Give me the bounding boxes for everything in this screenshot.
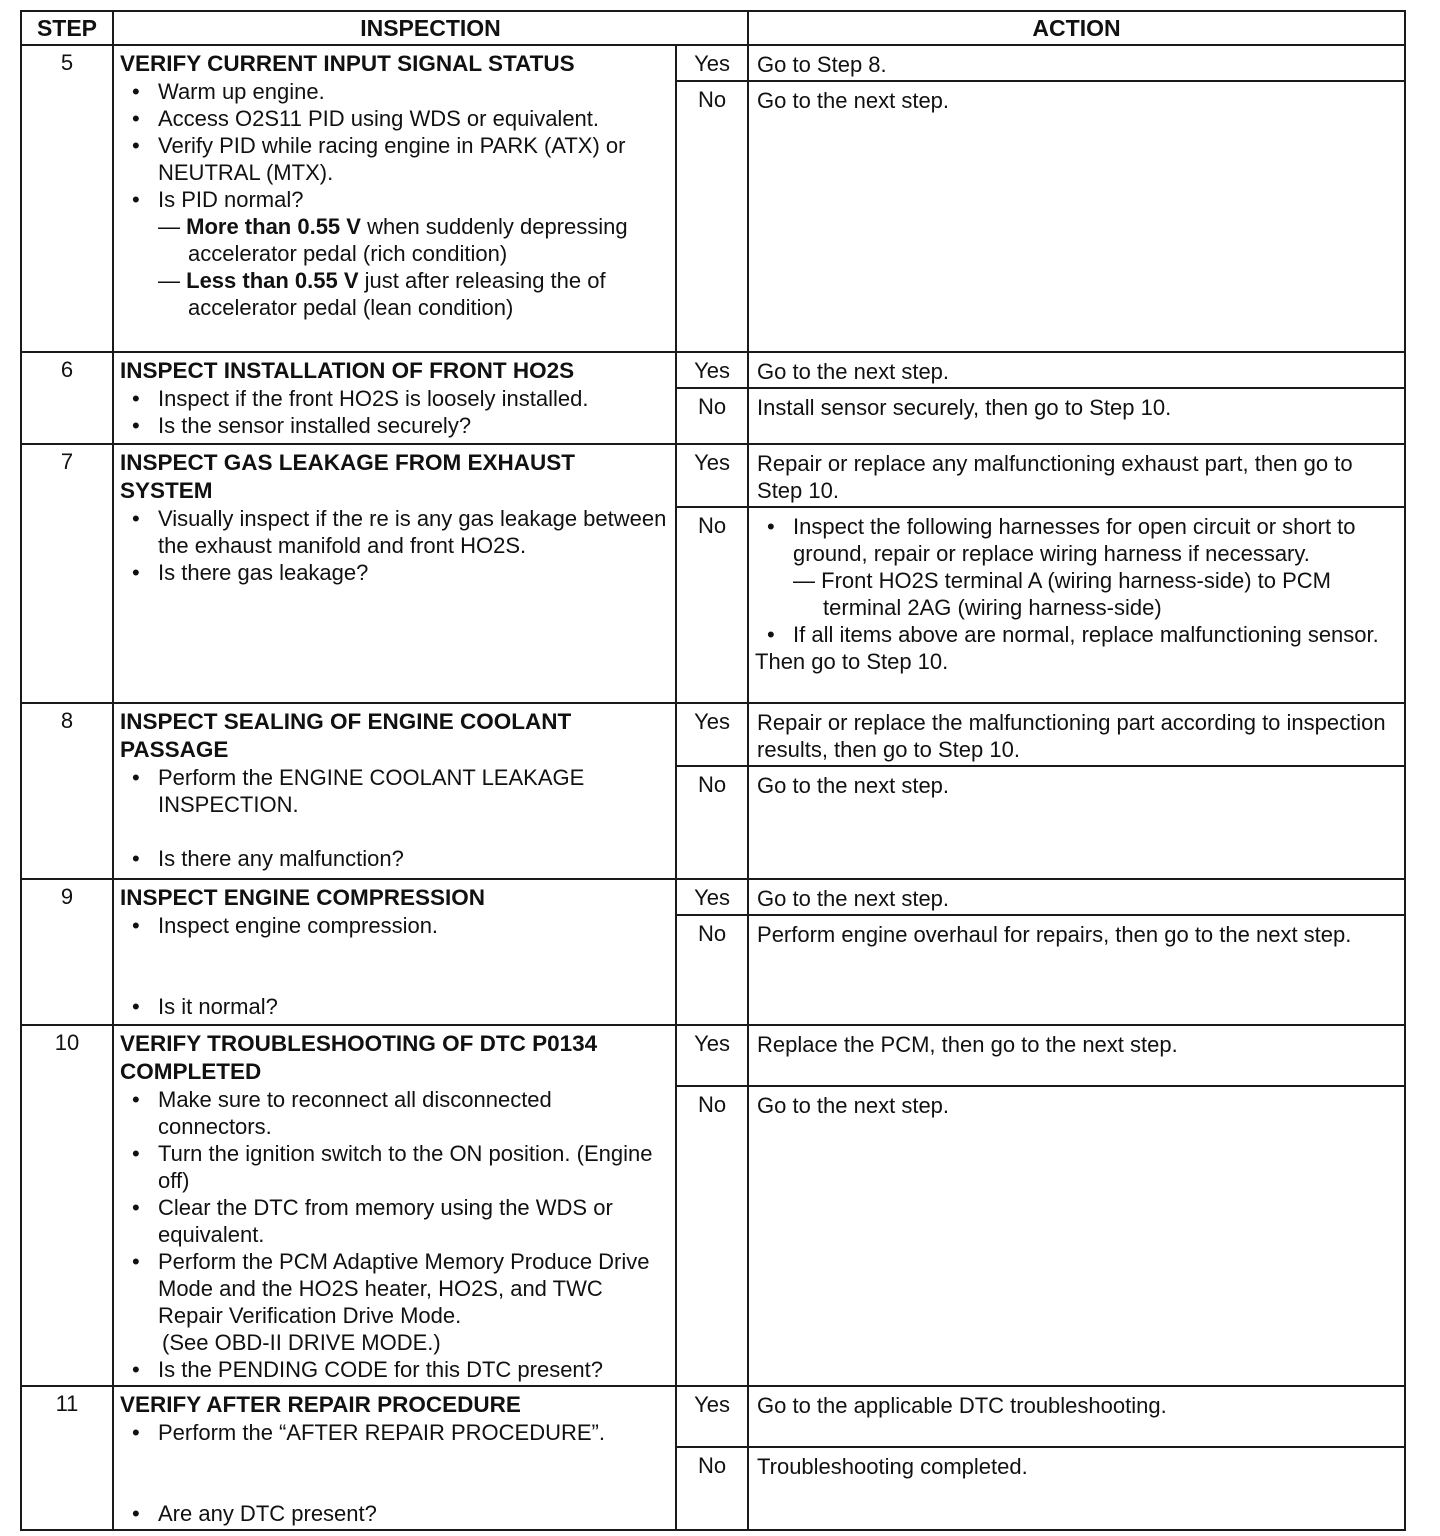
list-item: • Perform the ENGINE COOLANT LEAKAGE INSPECTION. [120,764,669,818]
no-action [748,507,1405,703]
list-item: • Warm up engine. [120,78,669,105]
inspection-title: INSPECT INSTALLATION OF FRONT HO2S [120,358,575,383]
inspection-cell [113,444,676,703]
no-action: Troubleshooting completed. [748,1447,1405,1530]
list-item: • Turn the ignition switch to the ON position. (Engine off) [120,1140,669,1194]
inspection-title: INSPECT SEALING OF ENGINE COOLANT PASSAGE [120,709,572,762]
step-number: 5 [21,45,113,352]
step-number: 9 [21,879,113,1025]
list-item [755,513,1396,621]
header-inspection: INSPECTION [113,11,748,45]
list-item: • Is there any malfunction? [120,845,669,872]
yes-label: Yes [676,879,748,915]
inspection-cell [113,1386,676,1530]
yes-label: Yes [676,444,748,507]
inspection-cell [113,879,676,1025]
sub-item-text: just after releasing the of accelerator pedal (lean condition) [188,268,606,320]
no-label: No [676,507,748,703]
no-label: No [676,766,748,879]
header-action: ACTION [748,11,1405,45]
sub-item-text: when suddenly depressing accelerator pedal (rich condition) [188,214,628,266]
step-number: 8 [21,703,113,879]
list-item: • Inspect if the front HO2S is loosely installed. [120,385,669,412]
yes-label: Yes [676,352,748,388]
list-item: • Perform the “AFTER REPAIR PROCEDURE”. [120,1419,669,1446]
inspection-list [120,912,669,1020]
sub-item-emphasis: Less than 0.55 V [186,268,359,293]
list-item [120,186,669,321]
list-item-text: • Inspect the following harnesses for open circuit or short to ground, repair or replace wiring harness if necessary. [793,514,1356,566]
inspection-list [120,385,669,439]
sub-item-text: Front HO2S terminal A (wiring harness-side) to PCM terminal 2AG (wiring harness-side) [821,568,1331,620]
inspection-list [120,1419,669,1527]
table-row [21,1386,1405,1447]
sub-item: — More than 0.55 V when suddenly depressing accelerator pedal (rich condition) [158,214,628,266]
inspection-list [120,764,669,872]
list-item: • Verify PID while racing engine in PARK (ATX) or NEUTRAL (MTX). [120,132,669,186]
list-item: • Are any DTC present? [120,1500,669,1527]
yes-label: Yes [676,1025,748,1086]
inspection-cell [113,703,676,879]
list-item: • Access O2S11 PID using WDS or equivalent. [120,105,669,132]
sub-item-emphasis: More than 0.55 V [186,214,361,239]
inspection-title: VERIFY AFTER REPAIR PROCEDURE [120,1392,521,1417]
list-item: • Is the sensor installed securely? [120,412,669,439]
no-label: No [676,1447,748,1530]
yes-action: Go to Step 8. [748,45,1405,81]
no-action: Go to the next step. [748,81,1405,352]
list-item: • If all items above are normal, replace malfunctioning sensor. [755,621,1396,648]
yes-action: Go to the applicable DTC troubleshooting. [748,1386,1405,1447]
inspection-list [120,1086,669,1383]
troubleshooting-table [20,10,1406,1531]
action-tail: Then go to Step 10. [755,649,949,674]
table-row [21,352,1405,388]
step-number: 10 [21,1025,113,1386]
header-step: STEP [21,11,113,45]
table-row [21,444,1405,507]
inspection-list [120,78,669,321]
step-number: 7 [21,444,113,703]
inspection-list [120,505,669,586]
list-item-text: • Is PID normal? [158,187,304,212]
inspection-cell [113,45,676,352]
list-item: • Is it normal? [120,993,669,1020]
inspection-title: INSPECT ENGINE COMPRESSION [120,885,486,910]
sub-item: — Less than 0.55 V just after releasing the of accelerator pedal (lean condition) [158,268,606,320]
step-number: 6 [21,352,113,444]
yes-action: Replace the PCM, then go to the next step. [748,1025,1405,1086]
inspection-title: VERIFY TROUBLESHOOTING OF DTC P0134 COMPLETED [120,1031,598,1084]
yes-action: Repair or replace the malfunctioning part according to inspection results, then go to Step 10. [748,703,1405,766]
header-row [21,11,1405,45]
action-list [755,513,1396,648]
list-item: • Inspect engine compression. [120,912,669,939]
sub-item: — Front HO2S terminal A (wiring harness-side) to PCM terminal 2AG (wiring harness-side) [793,568,1331,620]
troubleshooting-table-sheet [20,10,1404,1526]
no-action: Perform engine overhaul for repairs, then go to the next step. [748,915,1405,1025]
no-label: No [676,81,748,352]
no-action: Go to the next step. [748,766,1405,879]
yes-label: Yes [676,1386,748,1447]
no-label: No [676,388,748,444]
inspection-cell [113,1025,676,1386]
step-number: 11 [21,1386,113,1530]
list-item: • Clear the DTC from memory using the WDS or equivalent. [120,1194,669,1248]
yes-label: Yes [676,703,748,766]
no-action: Install sensor securely, then go to Step 10. [748,388,1405,444]
inspection-title: INSPECT GAS LEAKAGE FROM EXHAUST SYSTEM [120,450,576,503]
no-label: No [676,915,748,1025]
list-item: • Is the PENDING CODE for this DTC present? [120,1356,669,1383]
inspection-cell [113,352,676,444]
yes-action: Go to the next step. [748,352,1405,388]
table-row [21,703,1405,766]
list-item: • Make sure to reconnect all disconnected connectors. [120,1086,669,1140]
no-action: Go to the next step. [748,1086,1405,1386]
list-item: • Is there gas leakage? [120,559,669,586]
yes-action: Repair or replace any malfunctioning exhaust part, then go to Step 10. [748,444,1405,507]
see-note: (See OBD-II DRIVE MODE.) [162,1330,441,1355]
no-label: No [676,1086,748,1386]
inspection-title: VERIFY CURRENT INPUT SIGNAL STATUS [120,51,575,76]
table-row [21,45,1405,81]
yes-action: Go to the next step. [748,879,1405,915]
list-item: • Visually inspect if the re is any gas leakage between the exhaust manifold and front HO2S. [120,505,669,559]
yes-label: Yes [676,45,748,81]
list-item-text: • Perform the PCM Adaptive Memory Produce Drive Mode and the HO2S heater, HO2S, and TWC Repair Verification Drive Mode. [158,1249,650,1328]
table-row [21,1025,1405,1086]
list-item [120,1248,669,1356]
table-row [21,879,1405,915]
